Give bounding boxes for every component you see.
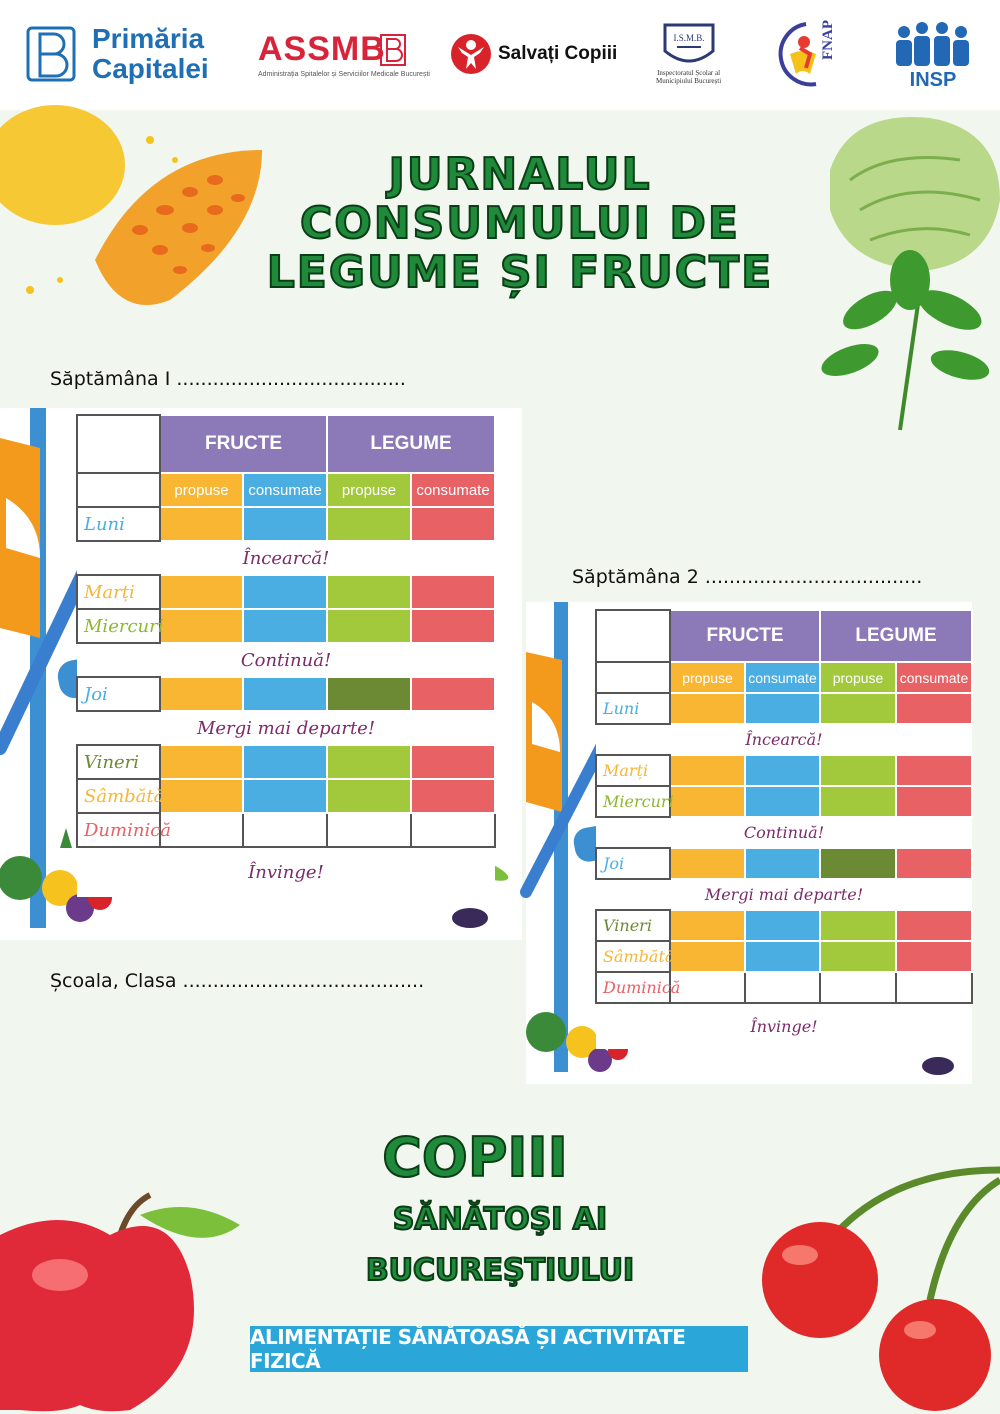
entry-cell[interactable] — [327, 575, 411, 609]
day-sambata: Sâmbătă — [596, 941, 670, 972]
fructe-consumate-header: consumate — [243, 473, 327, 507]
primaria-emblem-icon — [26, 24, 78, 84]
day-miercuri: Miercuri — [77, 609, 160, 643]
entry-cell[interactable] — [820, 848, 896, 879]
entry-cell[interactable] — [243, 575, 327, 609]
entry-cell[interactable] — [160, 609, 243, 643]
week-2-label: Săptămâna 2 .................................... — [572, 566, 923, 588]
entry-cell[interactable] — [327, 813, 411, 847]
entry-cell[interactable] — [896, 848, 972, 879]
entry-cell[interactable] — [745, 755, 820, 786]
entry-cell[interactable] — [896, 786, 972, 817]
insp-logo — [890, 14, 976, 94]
legume-propuse-header: propuse — [327, 473, 411, 507]
fnap-text: FNAP — [820, 20, 836, 60]
slogan-line-1: COPIII — [382, 1126, 568, 1189]
entry-cell[interactable] — [411, 745, 495, 779]
assmb-subtitle: Administrația Spitalelor și Serviciilor Medicale București — [258, 71, 430, 78]
entry-cell[interactable] — [745, 910, 820, 941]
entry-cell[interactable] — [896, 972, 972, 1003]
entry-cell[interactable] — [411, 609, 495, 643]
day-marti: Marți — [596, 755, 670, 786]
motto-continua: Continuă! — [77, 643, 495, 677]
entry-cell[interactable] — [243, 813, 327, 847]
entry-cell[interactable] — [243, 507, 327, 541]
entry-cell[interactable] — [411, 575, 495, 609]
entry-cell[interactable] — [820, 910, 896, 941]
entry-cell[interactable] — [411, 677, 495, 711]
motto-invinge: Învinge! — [596, 1003, 972, 1049]
primaria-line2: Capitalei — [92, 53, 209, 84]
corner-cell — [596, 662, 670, 693]
entry-cell[interactable] — [411, 779, 495, 813]
fnap-emblem-icon — [776, 18, 842, 90]
entry-cell[interactable] — [411, 813, 495, 847]
entry-cell[interactable] — [745, 786, 820, 817]
day-joi: Joi — [596, 848, 670, 879]
entry-cell[interactable] — [896, 755, 972, 786]
entry-cell[interactable] — [160, 575, 243, 609]
entry-cell[interactable] — [327, 745, 411, 779]
corner-cell — [596, 610, 670, 662]
title-line-3: LEGUME ȘI FRUCTE — [266, 247, 774, 298]
insp-text: INSP — [909, 69, 957, 91]
day-marti: Marți — [77, 575, 160, 609]
logo-bar — [0, 0, 1000, 110]
entry-cell[interactable] — [820, 755, 896, 786]
entry-cell[interactable] — [243, 609, 327, 643]
entry-cell[interactable] — [896, 693, 972, 724]
motto-invinge: Învinge! — [77, 847, 495, 897]
entry-cell[interactable] — [670, 693, 745, 724]
header-fructe: FRUCTE — [670, 610, 820, 662]
week-1-journal-card — [0, 408, 522, 940]
entry-cell[interactable] — [670, 755, 745, 786]
corner-cell — [77, 473, 160, 507]
primaria-capitalei-logo — [26, 14, 209, 94]
week-1-table — [76, 414, 496, 897]
entry-cell[interactable] — [670, 941, 745, 972]
assmb-logo — [258, 14, 430, 94]
entry-cell[interactable] — [243, 779, 327, 813]
motto-continua: Continuă! — [596, 817, 972, 848]
ismb-logo — [656, 14, 721, 94]
corner-cell — [77, 415, 160, 473]
entry-cell[interactable] — [670, 972, 745, 1003]
entry-cell[interactable] — [820, 941, 896, 972]
entry-cell[interactable] — [745, 972, 820, 1003]
motto-mergi-mai-departe: Mergi mai departe! — [77, 711, 495, 745]
entry-cell[interactable] — [160, 507, 243, 541]
day-luni: Luni — [77, 507, 160, 541]
motto-incearca: Încearcă! — [77, 541, 495, 575]
entry-cell[interactable] — [745, 941, 820, 972]
week-2-table — [595, 609, 973, 1049]
salvati-copiii-icon — [450, 33, 492, 75]
entry-cell[interactable] — [820, 972, 896, 1003]
fructe-propuse-header: propuse — [670, 662, 745, 693]
day-duminica: Duminică — [596, 972, 670, 1003]
assmb-text: ASSMB — [258, 30, 386, 68]
title-line-1: JURNALUL — [388, 149, 652, 200]
title-line-2: CONSUMULUI DE — [300, 198, 740, 249]
entry-cell[interactable] — [670, 910, 745, 941]
entry-cell[interactable] — [896, 910, 972, 941]
slogan-line-2: SĂNĂTOŞI AI — [392, 1202, 608, 1237]
motto-incearca: Încearcă! — [596, 724, 972, 755]
entry-cell[interactable] — [745, 693, 820, 724]
fnap-logo — [776, 14, 842, 94]
assmb-b-icon — [380, 33, 406, 67]
day-luni: Luni — [596, 693, 670, 724]
entry-cell[interactable] — [160, 779, 243, 813]
legume-consumate-header: consumate — [411, 473, 495, 507]
day-vineri: Vineri — [596, 910, 670, 941]
week-1-label: Săptămâna I ...................................... — [50, 368, 406, 390]
entry-cell[interactable] — [160, 745, 243, 779]
entry-cell[interactable] — [745, 848, 820, 879]
motto-mergi-mai-departe: Mergi mai departe! — [596, 879, 972, 910]
legume-propuse-header: propuse — [820, 662, 896, 693]
entry-cell[interactable] — [327, 609, 411, 643]
entry-cell[interactable] — [160, 813, 243, 847]
day-vineri: Vineri — [77, 745, 160, 779]
ismb-subtitle-1: Inspectoratul Școlar al — [657, 69, 721, 77]
entry-cell[interactable] — [327, 779, 411, 813]
lettuce-parsley-illustration — [810, 110, 1000, 440]
entry-cell[interactable] — [160, 677, 243, 711]
header-legume: LEGUME — [327, 415, 495, 473]
day-duminica: Duminică — [77, 813, 160, 847]
ismb-text: I.S.M.B. — [673, 33, 705, 43]
ismb-subtitle-2: Municipiului București — [656, 77, 722, 85]
salvati-copiii-text: Salvați Copiii — [498, 43, 618, 64]
entry-cell[interactable] — [327, 507, 411, 541]
day-miercuri: Miercuri — [596, 786, 670, 817]
school-class-label: Școala, Clasa ........................................ — [50, 970, 425, 992]
entry-cell[interactable] — [327, 677, 411, 711]
fructe-propuse-header: propuse — [160, 473, 243, 507]
entry-cell[interactable] — [411, 507, 495, 541]
slogan-line-3: BUCUREŞTIULUI — [365, 1253, 635, 1288]
salvati-copiii-logo — [450, 14, 617, 94]
week-2-journal-card — [526, 602, 972, 1084]
day-joi: Joi — [77, 677, 160, 711]
apple-illustration — [0, 1195, 250, 1414]
day-sambata: Sâmbătă — [77, 779, 160, 813]
entry-cell[interactable] — [820, 786, 896, 817]
entry-cell[interactable] — [243, 677, 327, 711]
header-fructe: FRUCTE — [160, 415, 327, 473]
journal-title — [230, 150, 810, 297]
legume-consumate-header: consumate — [896, 662, 972, 693]
fructe-consumate-header: consumate — [745, 662, 820, 693]
ismb-shield-icon — [659, 23, 719, 69]
entry-cell[interactable] — [820, 693, 896, 724]
entry-cell[interactable] — [670, 848, 745, 879]
header-legume: LEGUME — [820, 610, 972, 662]
cherries-illustration — [760, 1150, 1000, 1414]
insp-people-icon — [890, 18, 976, 90]
campaign-banner: ALIMENTAȚIE SĂNĂTOASĂ ȘI ACTIVITATE FIZICĂ — [250, 1326, 748, 1372]
primaria-line1: Primăria — [92, 23, 205, 54]
entry-cell[interactable] — [670, 786, 745, 817]
entry-cell[interactable] — [243, 745, 327, 779]
entry-cell[interactable] — [896, 941, 972, 972]
